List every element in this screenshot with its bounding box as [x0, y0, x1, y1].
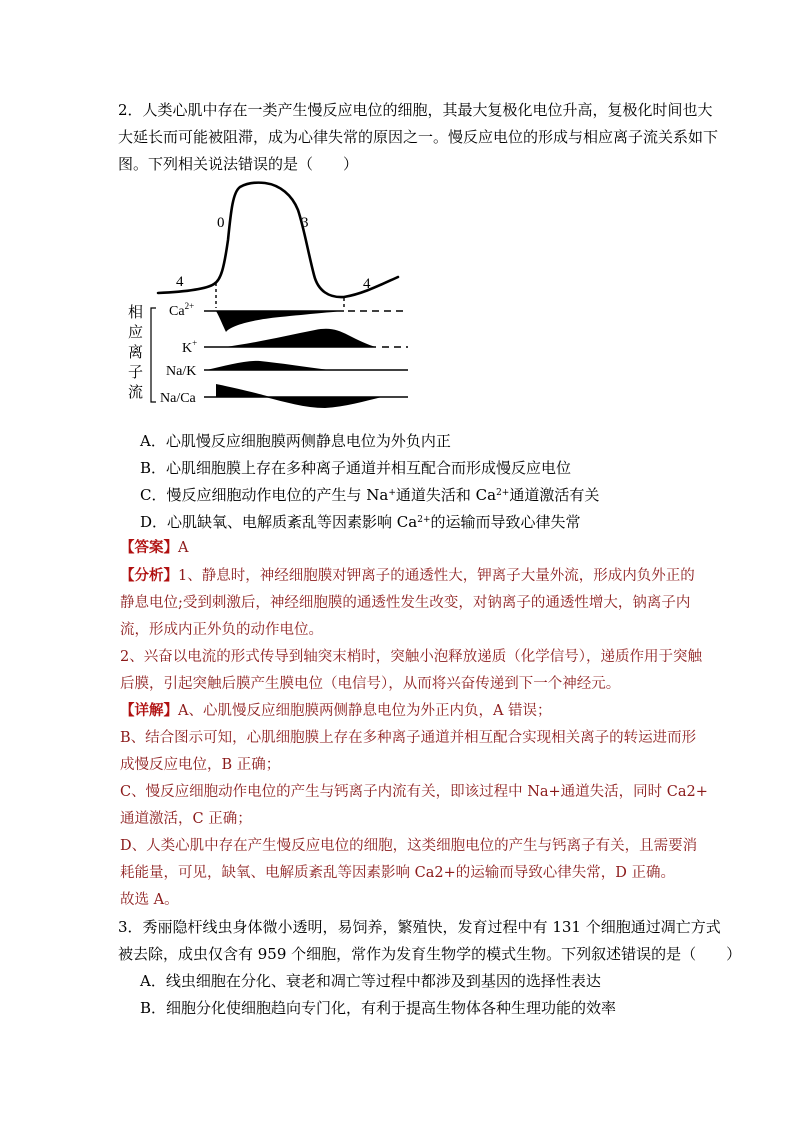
q3-option-b: B．细胞分化使细胞趋向专门化，有利于提高生物体各种生理功能的效率: [140, 999, 617, 1017]
q3-option-a: A．线虫细胞在分化、衰老和凋亡等过程中都涉及到基因的选择性表达: [140, 972, 601, 990]
answer-value: A: [178, 540, 189, 556]
detail-line-4: C、慢反应细胞动作电位的产生与钙离子内流有关，即该过程中 Na+通道失活，同时 Ca2+: [120, 784, 708, 800]
side-label-char: 子: [128, 365, 144, 381]
answer-line: [120, 539, 188, 557]
analysis-line-4: 2、兴奋以电流的形式传导到轴突末梢时，突触小泡释放递质（化学信号），递质作用于突触: [120, 649, 702, 665]
naca-current-upper: [216, 384, 270, 397]
detail-line-5: 通道激活，C 正确；: [120, 811, 252, 827]
detail-line-1: 【详解】A、心肌慢反应细胞膜两侧静息电位为外正内负，A 错误；: [120, 702, 552, 719]
ion-label-k: K+: [182, 338, 198, 356]
detail-tag: 【详解】: [120, 702, 178, 719]
detail-line-7: 耗能量，可见，缺氧、电解质紊乱等因素影响 Ca2+的运输而导致心律失常，D 正确。: [120, 865, 675, 881]
action-potential-figure: [120, 180, 420, 412]
q2-stem-line-1: 2．人类心肌中存在一类产生慢反应电位的细胞，其最大复极化电位升高，复极化时间也大: [118, 101, 713, 119]
side-label-char: 流: [128, 385, 144, 401]
naca-current-lower: [265, 397, 382, 408]
analysis-tag: 【分析】: [120, 567, 178, 584]
answer-tag: 【答案】: [120, 539, 178, 556]
detail-line-6: D、人类心肌中存在产生慢反应电位的细胞，这类细胞电位的产生与钙离子有关，且需要消: [120, 838, 698, 854]
ion-label-nak: Na/K: [166, 364, 197, 379]
detail-line-8: 故选 A。: [120, 892, 179, 908]
analysis-line-1: 【分析】1、静息时，神经细胞膜对钾离子的通透性大，钾离子大量外流，形成内负外正的: [120, 567, 695, 584]
side-label-char: 离: [128, 345, 144, 361]
detail-line-2: B、结合图示可知，心肌细胞膜上存在多种离子通道并相互配合实现相关离子的转运进而形: [120, 730, 697, 746]
q3-stem-line-2: 被去除，成虫仅含有 959 个细胞，常作为发育生物学的模式生物。下列叙述错误的是（ ）: [118, 945, 742, 963]
ion-label-ca: $Ca^{2+}$: [169, 301, 195, 319]
k-current-shape: [224, 329, 376, 347]
phase-label-0: 0: [217, 215, 225, 231]
analysis-line-5: 后膜，引起突触后膜产生膜电位（电信号），从而将兴奋传递到下一个神经元。: [120, 676, 621, 692]
phase-label-3: 3: [301, 215, 309, 231]
side-label-char: 相: [128, 305, 144, 321]
side-label: [128, 304, 143, 401]
q2-stem-line-2: 大延长而可能被阻滞，成为心律失常的原因之一。慢反应电位的形成与相应离子流关系如下: [118, 128, 719, 146]
phase-label-4-left: 4: [176, 274, 184, 290]
q2-option-c: C．慢反应细胞动作电位的产生与 Na+通道失活和 $Ca^{2+}$通道激活有关: [140, 486, 600, 504]
q3-stem-line-1: 3．秀丽隐杆线虫身体微小透明，易饲养，繁殖快，发育过程中有 131 个细胞通过凋亡方式: [118, 918, 721, 936]
ion-label-naca: Na/Ca: [160, 391, 196, 406]
action-potential-curve: [158, 183, 398, 297]
q2-option-a: A．心肌慢反应细胞膜两侧静息电位为外负内正: [140, 432, 451, 450]
side-label-char: 应: [128, 325, 144, 341]
q2-stem-line-3: 图。下列相关说法错误的是（ ）: [118, 155, 359, 173]
q2-option-d: D．心肌缺氧、电解质紊乱等因素影响 $Ca^{2+}$的运输而导致心律失常: [140, 513, 581, 531]
phase-label-4-right: 4: [363, 276, 371, 292]
ion-bracket: [151, 308, 156, 402]
analysis-line-3: 流，形成内正外负的动作电位。: [120, 622, 323, 638]
nak-current-shape: [206, 361, 330, 370]
analysis-line-2: 静息电位;受到刺激后，神经细胞膜的通透性发生改变，对钠离子的通透性增大，钠离子内: [120, 595, 691, 611]
q2-option-b: B．心肌细胞膜上存在多种离子通道并相互配合而形成慢反应电位: [140, 459, 572, 477]
detail-line-3: 成慢反应电位，B 正确；: [120, 757, 281, 773]
